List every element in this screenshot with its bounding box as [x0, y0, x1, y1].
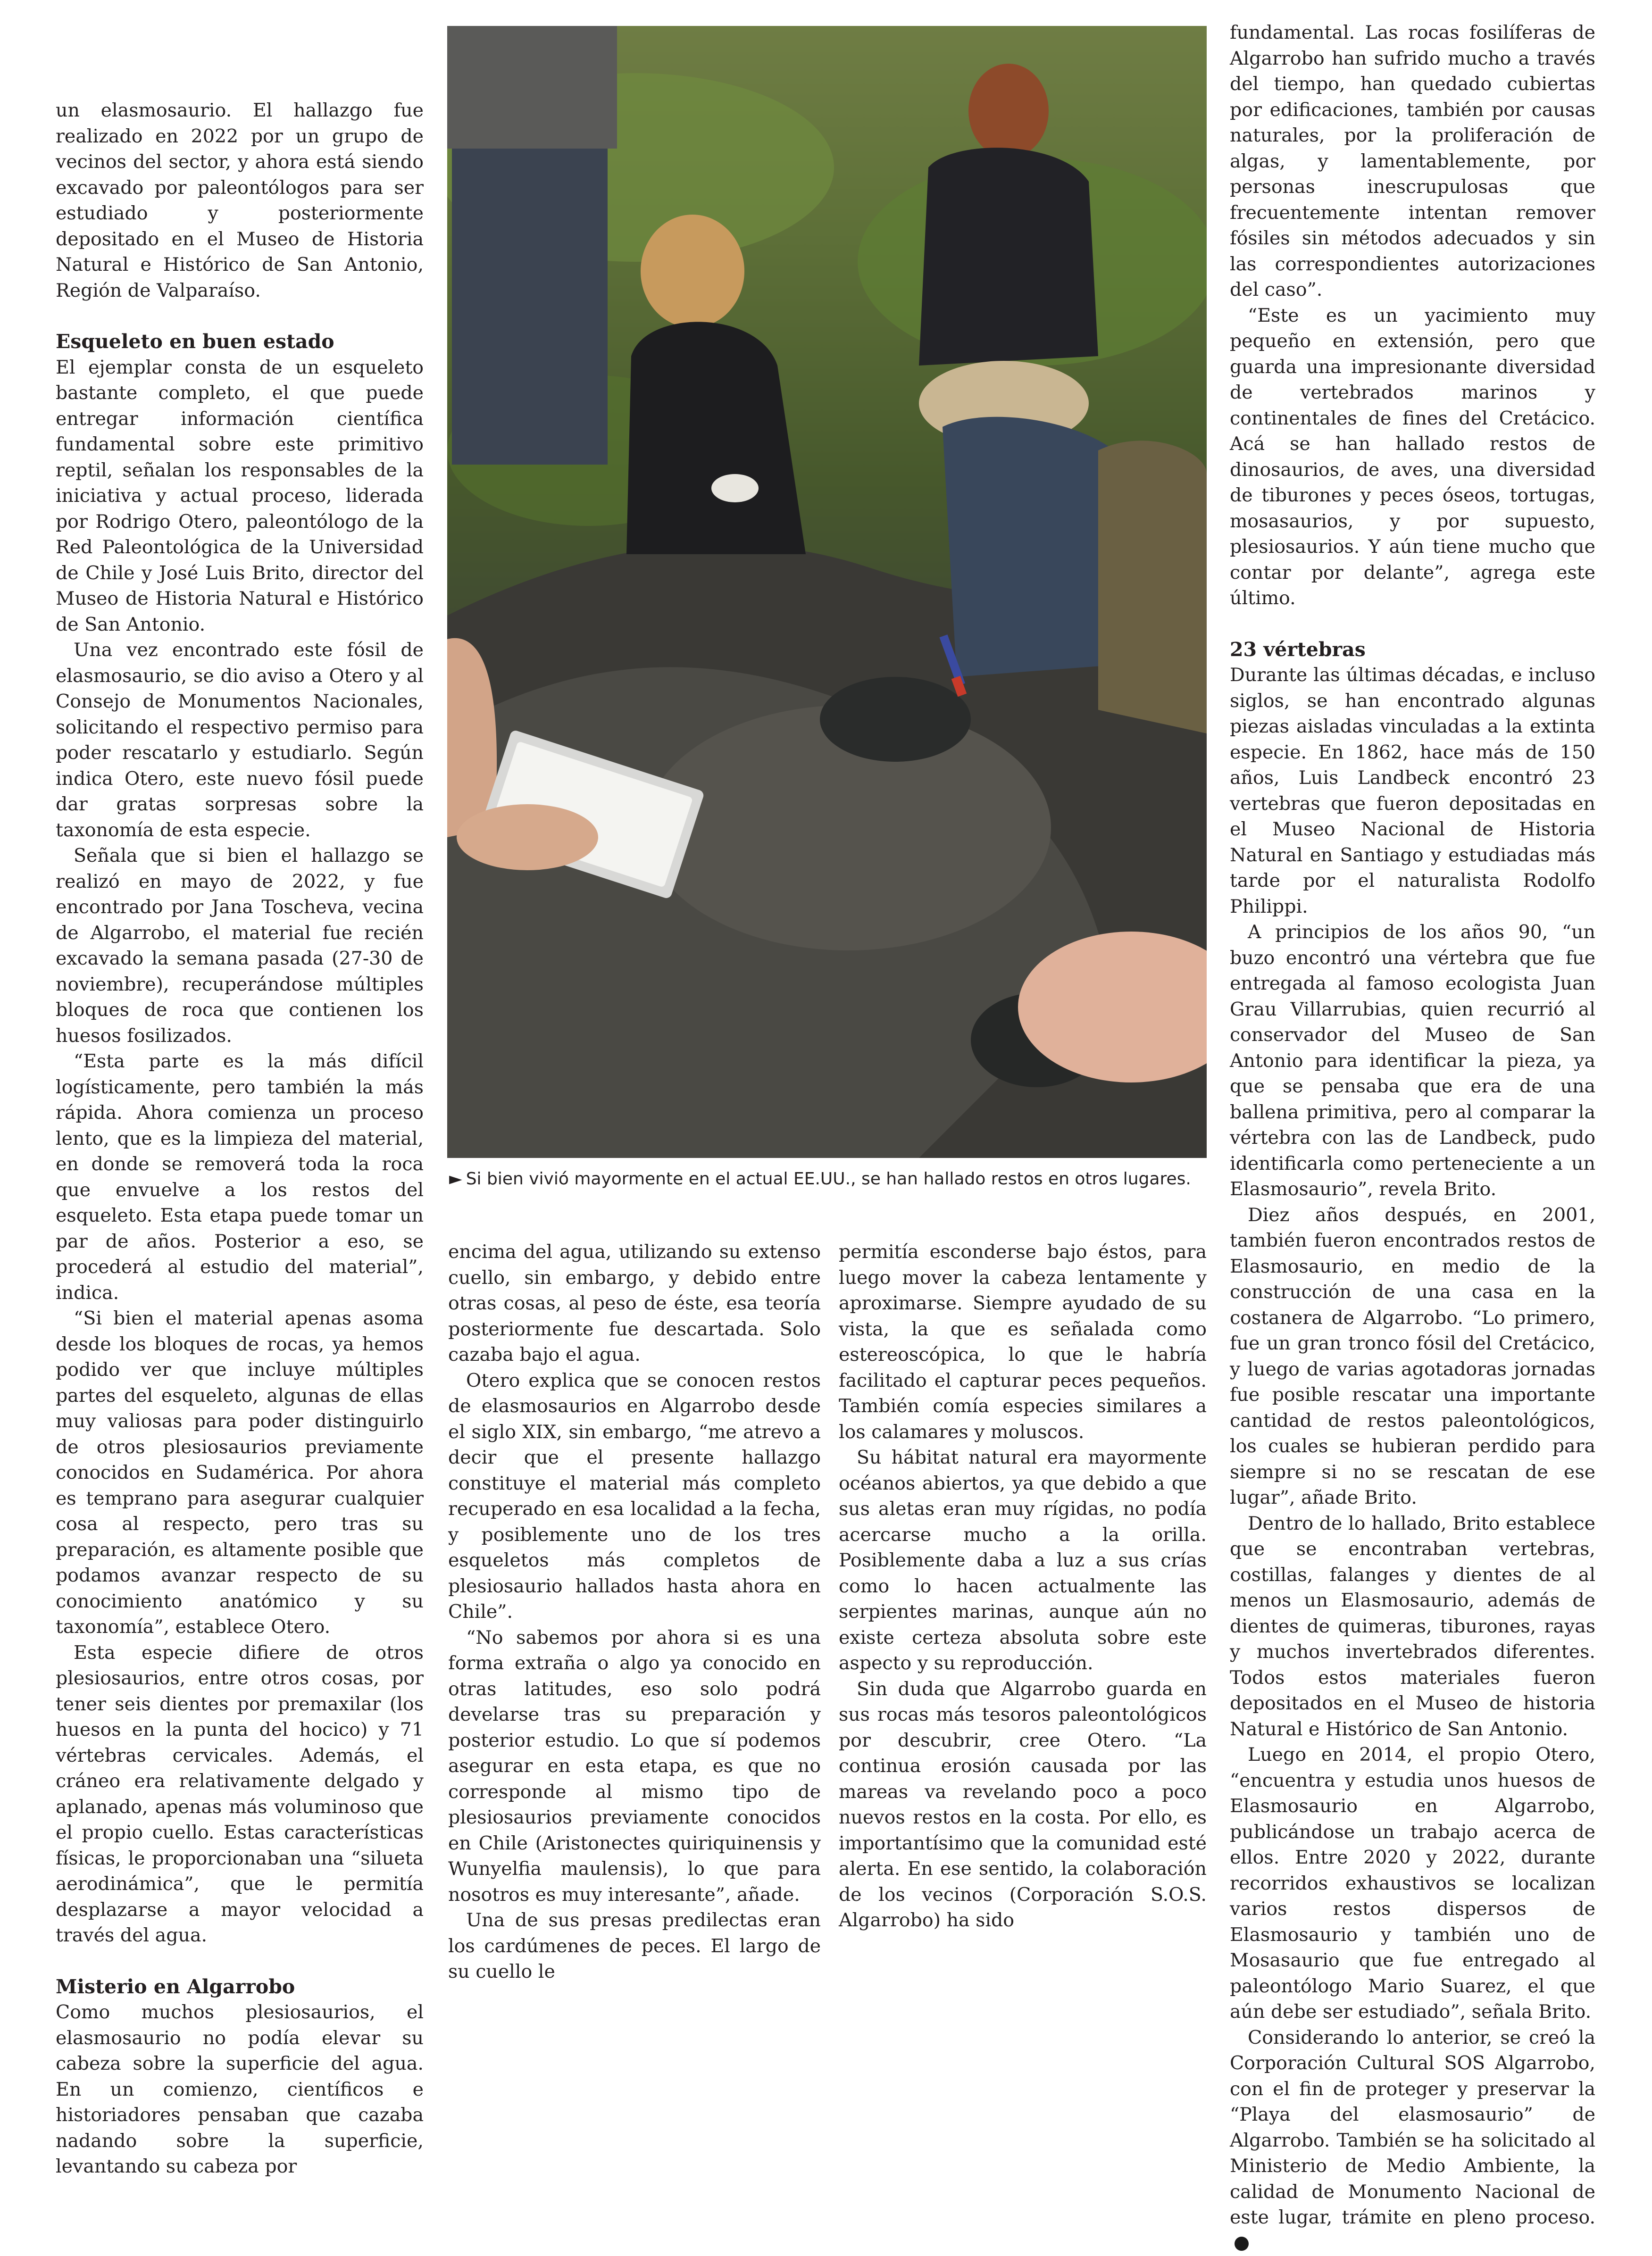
- paragraph: Sin duda que Algarrobo guarda en sus rocas más tesoros paleontológicos por descubrir, cree Otero. “La continua erosión causada por las mareas va revelando poco a poco nuevos restos en la costa. Por ello, es importantísimo que la comunidad esté alerta. En ese sentido, la colaboración de los vecinos (Corporación S.O.S. Algarrobo) ha sido: [839, 1676, 1207, 1933]
- excavation-photo: [447, 26, 1207, 1158]
- paragraph: encima del agua, utilizando su extenso cuello, sin embargo, y debido entre otras cosas, al peso de éste, esa teoría posteriormente fue descartada. Solo cazaba bajo el agua.: [448, 1239, 821, 1368]
- subheading: 23 vértebras: [1230, 637, 1595, 663]
- subheading: Esqueleto en buen estado: [56, 329, 424, 355]
- paragraph: permitía esconderse bajo éstos, para luego mover la cabeza lentamente y aproximarse. Siempre ayudado de su vista, la que es señalada como estereoscópica, lo que le habría facilitado el capturar peces pequeños. También comía especies similares a los calamares y moluscos.: [839, 1239, 1207, 1445]
- paragraph: Dentro de lo hallado, Brito establece que se encontraban vertebras, costillas, falanges y dientes de al menos un Elasmosaurio, además de dientes de quimeras, tiburones, rayas y muchos invertebrados diferentes. Todos estos materiales fueron depositados en el Museo de historia Natural e Histórico de San Antonio.: [1230, 1511, 1595, 1742]
- paragraph: Como muchos plesiosaurios, el elasmosaurio no podía elevar su cabeza sobre la superficie del agua. En un comienzo, científicos e historiadores pensaban que cazaba nadando sobre la superficie, levantando su cabeza por: [56, 1999, 424, 2180]
- paragraph: un elasmosaurio. El hallazgo fue realizado en 2022 por un grupo de vecinos del sector, y ahora está siendo excavado por paleontólogos para ser estudiado y posteriormente depositado en el Museo de Historia Natural e Histórico de San Antonio, Región de Valparaíso.: [56, 98, 424, 303]
- paragraph: Esta especie difiere de otros plesiosaurios, entre otros cosas, por tener seis dientes por premaxilar (los huesos en la punta del hocico) y 71 vértebras cervicales. Además, el cráneo era relativamente delgado y aplanado, apenas más voluminoso que el propio cuello. Estas características físicas, le proporcionaban una “silueta aerodinámica”, que le permitía desplazarse a mayor velocidad a través del agua.: [56, 1640, 424, 1948]
- paragraph: “Este es un yacimiento muy pequeño en extensión, pero que guarda una impresionante diversidad de vertebrados marinos y continentales de fines del Cretácico. Acá se han hallado restos de dinosaurios, de aves, una diversidad de tiburones y peces óseos, tortugas, mosasaurios, y por supuesto, plesiosaurios. Y aún tiene mucho que contar por delante”, agrega este último.: [1230, 303, 1595, 611]
- caption-marker-icon: ►: [449, 1169, 462, 1189]
- article-column-3: [839, 1239, 1207, 1933]
- paragraph: Otero explica que se conocen restos de elasmosaurios en Algarrobo desde el siglo XIX, sin embargo, “me atrevo a decir que el presente hallazgo constituye el material más completo recuperado en esa localidad a la fecha, y posiblemente uno de los tres esqueletos más completos de plesiosaurio hallados hasta ahora en Chile”.: [448, 1368, 821, 1625]
- paragraph-final: [1230, 2025, 1595, 2256]
- caption-text: Si bien vivió mayormente en el actual EE.UU., se han hallado restos en otros lugares.: [466, 1169, 1191, 1189]
- paragraph: fundamental. Las rocas fosilíferas de Algarrobo han sufrido mucho a través del tiempo, han quedado cubiertas por edificaciones, también por causas naturales, por la proliferación de algas, y lamentablemente, por personas inescrupulosas que frecuentemente intentan remover fósiles sin métodos adecuados y sin las correspondientes autorizaciones del caso”.: [1230, 20, 1595, 303]
- paragraph: Una vez encontrado este fósil de elasmosaurio, se dio aviso a Otero y al Consejo de Monumentos Nacionales, solicitando el respectivo permiso para poder rescatarlo y estudiarlo. Según indica Otero, este nuevo fósil puede dar gratas sorpresas sobre la taxonomía de esta especie.: [56, 637, 424, 843]
- end-mark-icon: [1235, 2237, 1249, 2251]
- paragraph: Su hábitat natural era mayormente océanos abiertos, ya que debido a que sus aletas eran muy rígidas, no podía acercarse mucho a la orilla. Posiblemente daba a luz a sus crías como lo hacen actualmente las serpientes marinas, aunque aún no existe certeza absoluta sobre este aspecto y su reproducción.: [839, 1445, 1207, 1676]
- paragraph: Diez años después, en 2001, también fueron encontrados restos de Elasmosaurio, en medio de la construcción de una casa en la costanera de Algarrobo. “Lo primero, fue un gran tronco fósil del Cretácico, y luego de varias agotadoras jornadas fue posible rescatar una importante cantidad de restos paleontológicos, los cuales se hubieran perdido para siempre si no se rescatan de ese lugar”, añade Brito.: [1230, 1202, 1595, 1511]
- article-column-2: [448, 1239, 821, 1985]
- paragraph: “Si bien el material apenas asoma desde los bloques de rocas, ya hemos podido ver que incluye múltiples partes del esqueleto, algunas de ellas muy valiosas para poder distinguirlo de otros plesiosaurios previamente conocidos en Sudamérica. Por ahora es temprano para asegurar cualquier cosa al respecto, pero tras su preparación, es altamente posible que podamos avanzar respecto de su conocimiento anatómico y su taxonomía”, establece Otero.: [56, 1306, 424, 1640]
- paragraph: “Esta parte es la más difícil logísticamente, pero también la más rápida. Ahora comienza un proceso lento, que es la limpieza del material, en donde se removerá toda la roca que envuelve a los restos del esqueleto. Esta etapa puede tomar un par de años. Posterior a eso, se procederá al estudio del material”, indica.: [56, 1049, 424, 1306]
- subheading: Misterio en Algarrobo: [56, 1974, 424, 2000]
- paragraph: A principios de los años 90, “un buzo encontró una vértebra que fue entregada al famoso ecologista Juan Grau Villarrubias, quien recurrió al conservador del Museo de San Antonio para identificar la pieza, ya que se pensaba que era de una ballena primitiva, pero al comparar la vértebra con las de Landbeck, pudo identificarla como perteneciente a un Elasmosaurio”, revela Brito.: [1230, 919, 1595, 1202]
- paragraph: “No sabemos por ahora si es una forma extraña o algo ya conocido en otras latitudes, eso solo podrá develarse tras su preparación y posterior estudio. Lo que sí podemos asegurar en esta etapa, es que no corresponde al mismo tipo de plesiosaurios previamente conocidos en Chile (Aristonectes quiriquinensis y Wunyelfia maulensis), lo que para nosotros es muy interesante”, añade.: [448, 1625, 821, 1908]
- paragraph-text: Considerando lo anterior, se creó la Corporación Cultural SOS Algarrobo, con el fin de proteger y preservar la “Playa del elasmosaurio” de Algarrobo. También se ha solicitado al Ministerio de Medio Ambiente, la calidad de Monumento Nacional de este lugar, trámite en pleno proceso.: [1230, 2027, 1595, 2229]
- article-column-4: [1230, 20, 1595, 2256]
- article-column-1: [56, 98, 424, 2180]
- paragraph: Durante las últimas décadas, e incluso siglos, se han encontrado algunas piezas aisladas vinculadas a la extinta especie. En 1862, hace más de 150 años, Luis Landbeck encontró 23 vertebras que fueron depositadas en el Museo Nacional de Historia Natural en Santiago y estudiadas más tarde por el naturalista Rodolfo Philippi.: [1230, 662, 1595, 919]
- paragraph: Señala que si bien el hallazgo se realizó en mayo de 2022, y fue encontrado por Jana Toscheva, vecina de Algarrobo, el material fue recién excavado la semana pasada (27-30 de noviembre), recuperándose múltiples bloques de roca que contienen los huesos fosilizados.: [56, 843, 424, 1049]
- paragraph: Una de sus presas predilectas eran los cardúmenes de peces. El largo de su cuello le: [448, 1907, 821, 1985]
- paragraph: El ejemplar consta de un esqueleto bastante completo, el que puede entregar información científica fundamental sobre este primitivo reptil, señalan los responsables de la iniciativa y actual proceso, liderada por Rodrigo Otero, paleontólogo de la Red Paleontológica de la Universidad de Chile y José Luis Brito, director del Museo de Historia Natural e Histórico de San Antonio.: [56, 355, 424, 638]
- photo-caption: [449, 1167, 1209, 1191]
- paragraph: Luego en 2014, el propio Otero, “encuentra y estudia unos huesos de Elasmosaurio en Algarrobo, publicándose un trabajo acerca de ellos. Entre 2020 y 2022, durante recorridos exhaustivos se localizan varios restos dispersos de Elasmosaurio y también uno de Mosasaurio que fue entregado al paleontólogo Mario Suarez, el que aún debe ser estudiado”, señala Brito.: [1230, 1742, 1595, 2025]
